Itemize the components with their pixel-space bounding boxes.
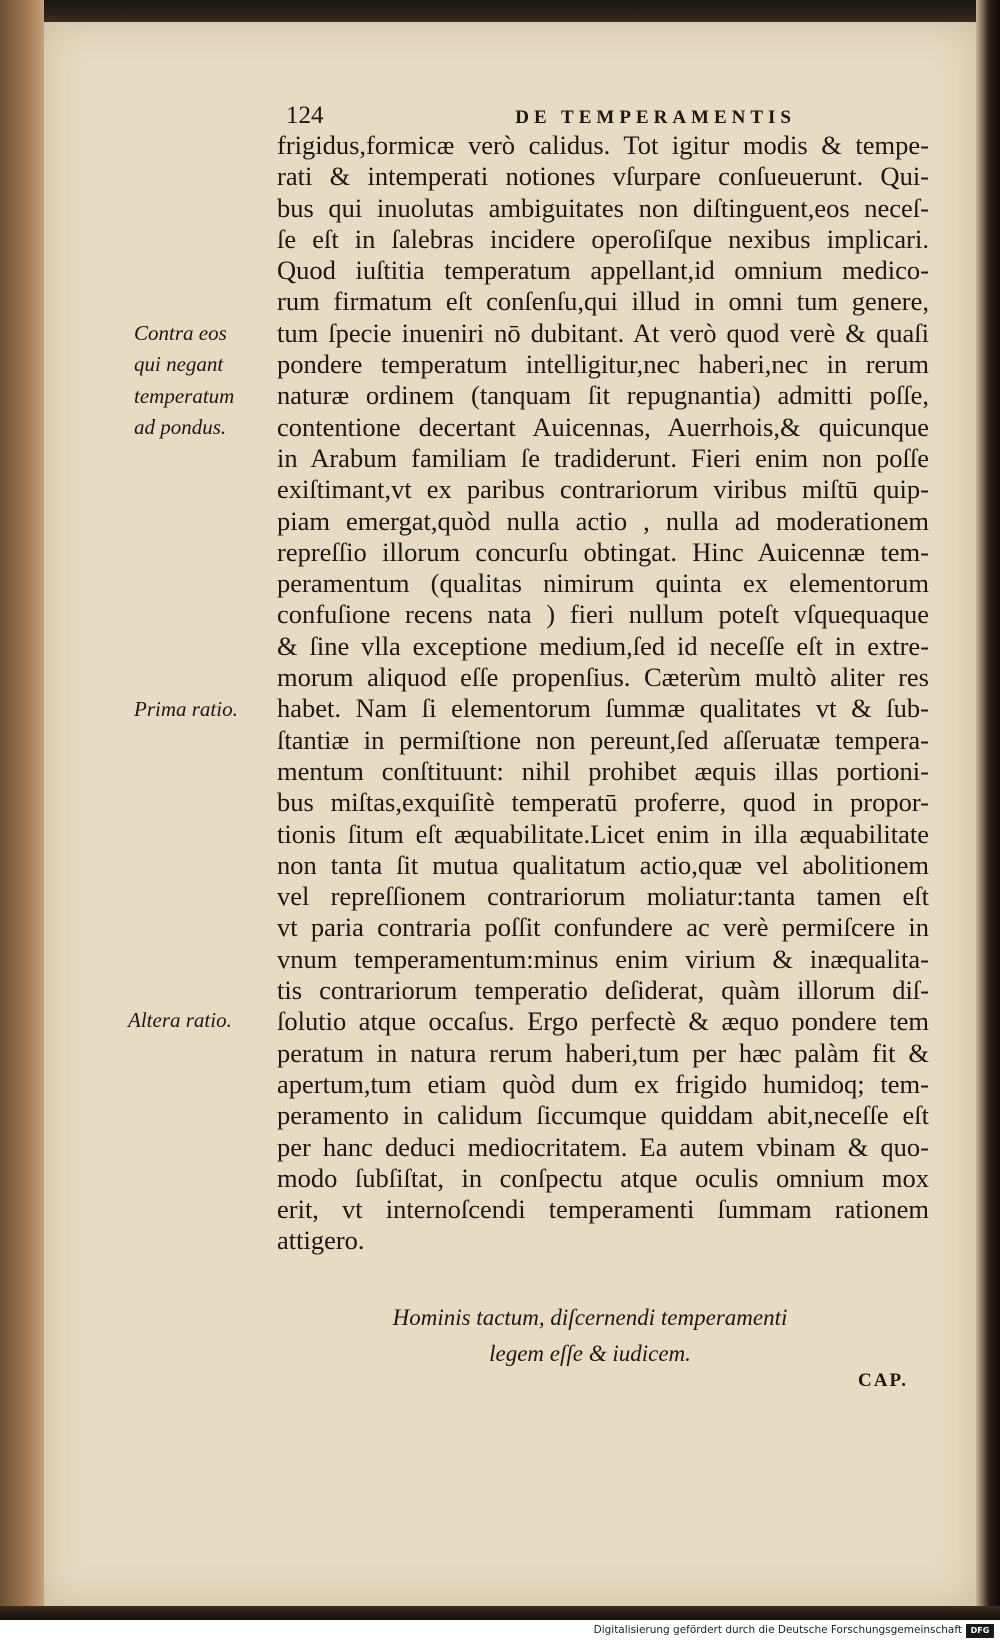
text-line: repreſſio illorum concurſu obtingat. Hinc Auicennæ tem- bbox=[277, 536, 929, 567]
text-line: morum aliquod eſſe propenſius. Cæterùm multò aliter res bbox=[277, 662, 929, 693]
text-line: Quod iuſtitia temperatum appellant,id omnium medico- bbox=[277, 255, 929, 286]
text-line: ſtantiæ in permiſtione non pereunt,ſed aſſeruatæ tempera- bbox=[277, 724, 929, 755]
margin-note-contra-eos bbox=[134, 318, 234, 443]
text-line: exiſtimant,vt ex paribus contrariorum viribus miſtū quip- bbox=[277, 474, 929, 505]
section-heading bbox=[360, 1300, 820, 1372]
text-line: pondere temperatum intelligitur,nec haberi,nec in rerum bbox=[277, 349, 929, 380]
margin-note-altera-ratio: Altera ratio. bbox=[128, 1008, 232, 1032]
text-line: contentione decertant Auicennas, Auerrhois,& quicunque bbox=[277, 411, 929, 442]
text-line: naturæ ordinem (tanquam ſit repugnantia) admitti poſſe, bbox=[277, 380, 929, 411]
margin-note-line: qui negant bbox=[134, 352, 224, 377]
scan-edge-top bbox=[0, 0, 1000, 22]
text-line: apertum,tum etiam quòd dum ex frigido humidoq; tem- bbox=[277, 1068, 929, 1099]
text-line: vt paria contraria poſſit confundere ac verè permiſcere in bbox=[277, 912, 929, 943]
text-line: bus miſtas,exquiſitè temperatū proferre, quod in propor- bbox=[277, 787, 929, 818]
text-line: & ſine vlla exceptione medium,ſed id neceſſe eſt in extre- bbox=[277, 630, 929, 661]
text-line: peramentum (qualitas nimirum quinta ex elementorum bbox=[277, 568, 929, 599]
text-line: rum firmatum eſt conſenſu,qui illud in omni tum genere, bbox=[277, 286, 929, 317]
footer-bar bbox=[0, 1620, 1000, 1643]
scan-edge-right bbox=[976, 0, 1000, 1620]
text-line: ſolutio atque occaſus. Ergo perfectè & æquo pondere tem bbox=[277, 1006, 929, 1037]
body-text bbox=[277, 130, 929, 1257]
text-line: bus qui inuolutas ambiguitates non diſtinguent,eos neceſ- bbox=[277, 192, 929, 223]
running-title: DE TEMPERAMENTIS bbox=[515, 107, 796, 128]
text-line: tionis ſitum eſt æquabilitate.Licet enim in illa æquabilitate bbox=[277, 818, 929, 849]
text-line: confuſione recens nata ) fieri nullum poteſt vſquequaque bbox=[277, 599, 929, 630]
catchword: CAP. bbox=[858, 1370, 909, 1391]
text-line: tum ſpecie inueniri nō dubitant. At verò quod verè & quaſi bbox=[277, 317, 929, 348]
text-line: piam emergat,quòd nulla actio , nulla ad moderationem bbox=[277, 505, 929, 536]
text-line: modo ſubſiſtat, in conſpectu atque oculis omnium mox bbox=[277, 1162, 929, 1193]
section-heading-line: legem eſſe & iudicem. bbox=[489, 1341, 691, 1366]
text-line: ſe eſt in ſalebras incidere operoſiſque nexibus implicari. bbox=[277, 223, 929, 254]
section-heading-line: Hominis tactum, diſcernendi temperamenti bbox=[392, 1305, 788, 1330]
text-line: tis contrariorum temperatio deſiderat, quàm illorum diſ- bbox=[277, 975, 929, 1006]
dfg-logo: DFG bbox=[966, 1624, 994, 1638]
text-line: mentum conſtituunt: nihil prohibet æquis illas portioni- bbox=[277, 755, 929, 786]
funding-credit: Digitalisierung gefördert durch die Deutsche Forschungsgemeinschaft bbox=[593, 1624, 962, 1636]
text-line: rati & intemperati notiones vſurpare conſueuerunt. Qui- bbox=[277, 161, 929, 192]
margin-note-prima-ratio: Prima ratio. bbox=[134, 697, 238, 721]
scan-edge-left bbox=[0, 0, 44, 1620]
text-line: habet. Nam ſi elementorum ſummæ qualitates vt & ſub- bbox=[277, 693, 929, 724]
margin-note-line: ad pondus. bbox=[134, 414, 227, 439]
scan-edge-bottom bbox=[0, 1606, 1000, 1620]
text-line: frigidus,formicæ verò calidus. Tot igitur modis & tempe- bbox=[277, 130, 929, 160]
text-line: peratum in natura rerum haberi,tum per hæc palàm fit & bbox=[277, 1037, 929, 1068]
text-line: erit, vt internoſcendi temperamenti ſummam rationem bbox=[277, 1194, 929, 1225]
page-number: 124 bbox=[286, 102, 324, 129]
running-head bbox=[286, 102, 796, 132]
margin-note-line: Contra eos bbox=[134, 321, 227, 345]
margin-note-line: temperatum bbox=[134, 383, 235, 408]
text-line: peramento in calidum ſiccumque quiddam abit,neceſſe eſt bbox=[277, 1100, 929, 1131]
text-line: vnum temperamentum:minus enim virium & inæqualita- bbox=[277, 943, 929, 974]
text-line: non tanta ſit mutua qualitatum actio,quæ vel abolitionem bbox=[277, 849, 929, 880]
text-line: in Arabum familiam ſe tradiderunt. Fieri enim non poſſe bbox=[277, 442, 929, 473]
text-line: vel repreſſionem contrariorum moliatur:tanta tamen eſt bbox=[277, 881, 929, 912]
text-line: attigero. bbox=[277, 1225, 365, 1256]
text-line: per hanc deduci mediocritatem. Ea autem vbinam & quo- bbox=[277, 1131, 929, 1162]
